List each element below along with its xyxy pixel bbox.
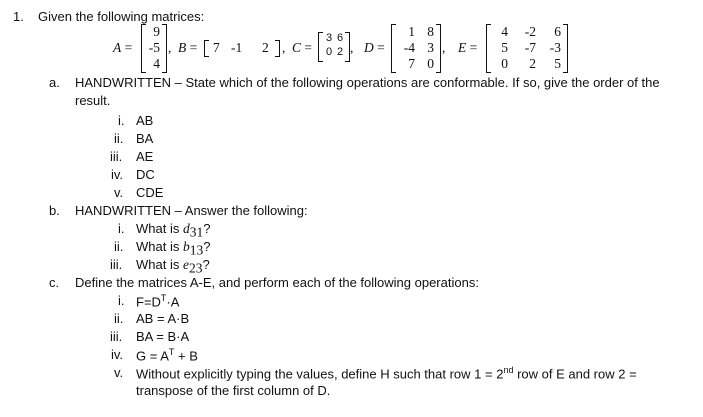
list-item-number: iii. (110, 257, 123, 272)
list-item: $F=D^T\cdot A$ (136, 293, 180, 310)
matrix-c (318, 32, 350, 62)
list-item: AB = A·B (136, 311, 190, 326)
matrix-c-label: C = (292, 40, 313, 55)
matrix-b-cell: 7 (213, 40, 220, 55)
matrix-c-cell: 2 (337, 46, 344, 58)
list-item-number: v. (114, 365, 124, 380)
matrix-e-cell: 2 (529, 56, 536, 71)
matrix-a-label: A = (113, 40, 133, 55)
list-item: What is $e_{23}$? (136, 257, 210, 276)
list-item: DC (136, 167, 155, 182)
matrix-e-cell: 5 (554, 56, 561, 71)
matrix-e-cell: 0 (501, 56, 508, 71)
matrix-c-cell: 3 (326, 32, 333, 44)
part-a-text-line2: result. (75, 93, 111, 108)
list-item: Without explicitly typing the values, define H such that row 1 = 2nd row of E and row 2 = (136, 365, 637, 382)
matrix-d-cell: 3 (427, 40, 434, 55)
matrix-a-cell: -5 (148, 40, 160, 55)
question-intro: Given the following matrices: (38, 9, 205, 24)
list-item-number: iv. (111, 167, 124, 182)
matrix-a-cell: 9 (153, 24, 160, 39)
list-item-number: ii. (114, 239, 124, 254)
part-c-letter: c. (49, 275, 60, 290)
matrix-e-cell: 5 (501, 40, 508, 55)
matrix-e-cell: 6 (554, 24, 561, 39)
list-item-number: i. (118, 221, 125, 236)
matrix-e-cell: -3 (549, 40, 561, 55)
list-item-number: i. (118, 293, 125, 308)
part-b-letter: b. (49, 203, 60, 218)
matrix-e-cell: -2 (524, 24, 536, 39)
list-item: What is $b_{13}$? (136, 239, 211, 258)
list-item: AB (136, 113, 154, 128)
list-item-number: ii. (114, 311, 124, 326)
list-item: BA = B·A (136, 329, 190, 344)
list-item: AE (136, 149, 154, 164)
list-item: $G = A^T + B$ (136, 347, 198, 364)
list-item-number: v. (114, 185, 124, 200)
list-item-number: i. (118, 113, 125, 128)
matrix-c-cell: 6 (337, 32, 344, 44)
matrix-b-label: B = (178, 40, 198, 55)
list-item: What is $d_{31}$? (136, 221, 211, 240)
part-b-text: HANDWRITTEN – Answer the following: (75, 203, 308, 218)
list-item: BA (136, 131, 154, 146)
list-item: CDE (136, 185, 164, 200)
matrix-e-label: E = (458, 40, 478, 55)
list-item-number: iv. (111, 347, 124, 362)
matrix-d-cell: -4 (403, 40, 415, 55)
list-item-number: iii. (110, 149, 123, 164)
matrix-b-cell: -1 (231, 40, 243, 55)
matrix-d-cell: 0 (427, 56, 434, 71)
matrix-d-label: D = (364, 40, 385, 55)
matrix-b-sep: , (282, 40, 286, 55)
part-a-text-line1: HANDWRITTEN – State which of the following operations are conformable. If so, give the order of the (75, 75, 660, 90)
matrix-d-cell: 1 (408, 24, 415, 39)
list-item-continuation: transpose of the first column of D. (136, 383, 331, 398)
part-a-letter: a. (49, 75, 60, 90)
matrix-d-sep: , (442, 40, 446, 55)
matrix-c-sep: , (350, 40, 354, 55)
matrix-c-cell: 0 (326, 46, 333, 58)
part-c-text: Define the matrices A-E, and perform each of the following operations: (75, 275, 479, 290)
matrix-b (204, 40, 280, 57)
matrix-a-cell: 4 (153, 56, 160, 71)
list-item-number: iii. (110, 329, 123, 344)
matrix-a (141, 24, 167, 73)
matrix-d-cell: 7 (408, 56, 415, 71)
list-item-number: ii. (114, 131, 124, 146)
matrix-e-cell: 4 (501, 24, 508, 39)
matrix-d (391, 24, 441, 73)
question-number: 1. (13, 9, 24, 24)
matrix-d-cell: 8 (427, 24, 434, 39)
matrix-a-sep: , (168, 40, 172, 55)
matrix-e-cell: -7 (524, 40, 536, 55)
matrix-e (486, 24, 568, 73)
matrix-b-cell: 2 (262, 40, 269, 55)
